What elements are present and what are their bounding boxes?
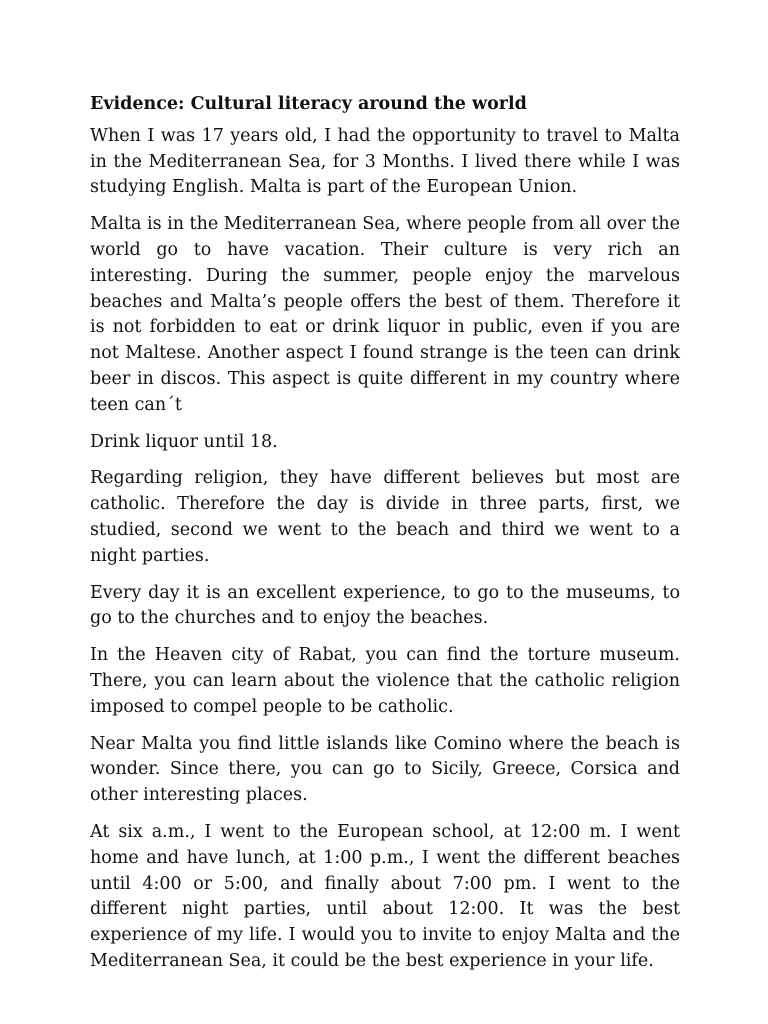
paragraph-religion: Regarding religion, they have different believes but most are catholic. Therefore the day is divide in three parts, first, we studied, second we went to the beach and third we went to a night parties. — [90, 468, 680, 566]
document-title: Evidence: Cultural literacy around the world — [90, 94, 527, 114]
paragraph-drinking-age: Drink liquor until 18. — [90, 431, 278, 452]
paragraph-schedule: At six a.m., I went to the European school, at 12:00 m. I went home and have lunch, at 1:00 p.m., I went the different beaches until 4:00 or 5:00, and finally about 7:00 pm. I went to the different night parties, until about 12:00. It was the best experience of my life. I would you to invite to enjoy Malta and the Mediterranean Sea, it could be the best experience in your life. — [90, 821, 680, 971]
paragraph-malta-trip: When I was 17 years old, I had the opportunity to travel to Malta in the Mediterranean Sea, for 3 Months. I lived there while I was studying English. Malta is part of the European Union. — [90, 125, 680, 198]
paragraph-islands: Near Malta you find little islands like Comino where the beach is wonder. Since there, you can go to Sicily, Greece, Corsica and other interesting places. — [90, 733, 680, 806]
document-body — [90, 92, 680, 986]
paragraph-rabat: In the Heaven city of Rabat, you can find the torture museum. There, you can learn about the violence that the catholic religion imposed to compel people to be catholic. — [90, 645, 680, 717]
paragraph-malta-culture: Malta is in the Mediterranean Sea, where people from all over the world go to have vacation. Their culture is very rich an interesting. During the summer, people enjoy the marvelous beaches and Malta’s people offers the best of them. Therefore it is not forbidden to eat or drink liquor in public, even if you are not Maltese. Another aspect I found strange is the teen can drink beer in discos. This aspect is quite different in my country where teen can´t — [90, 214, 680, 415]
paragraph-daily-experience: Every day it is an excellent experience, to go to the museums, to go to the churches and to enjoy the beaches. — [90, 582, 680, 629]
